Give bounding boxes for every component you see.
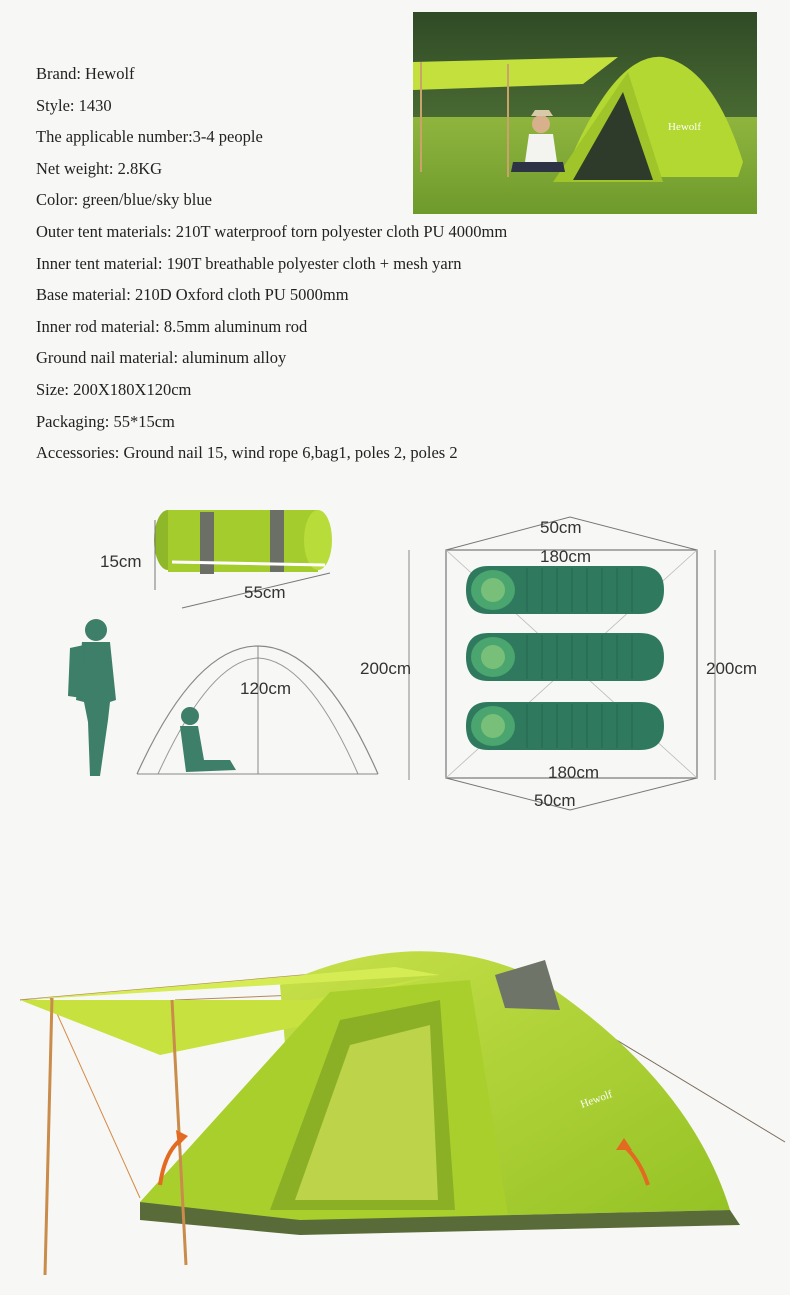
dimension-diagram xyxy=(0,470,790,870)
sleeping-bag-icon xyxy=(466,566,664,614)
tent-photo xyxy=(413,12,757,214)
spec-item: Packaging: 55*15cm xyxy=(36,411,175,431)
top-width-label: 180cm xyxy=(540,547,592,566)
tent-brand-logo: Hewolf xyxy=(578,1088,615,1111)
bag-height-label: 15cm xyxy=(100,552,142,571)
right-length-label: 200cm xyxy=(706,659,758,678)
spec-item: Brand: Hewolf xyxy=(36,64,135,83)
bottom-width-label: 180cm xyxy=(548,763,600,782)
left-length-label: 200cm xyxy=(360,659,412,678)
bag-length-label: 55cm xyxy=(244,583,286,602)
spec-item: Color: green/blue/sky blue xyxy=(36,190,212,210)
sitting-person-icon xyxy=(180,707,236,772)
top-vestibule-label: 50cm xyxy=(540,518,582,537)
standing-person-icon xyxy=(68,619,116,776)
spec-item: Net weight: 2.8KG xyxy=(36,158,163,178)
spec-item: Base material: 210D Oxford cloth PU 5000mm xyxy=(36,285,349,305)
photo-brand-logo: Hewolf xyxy=(668,121,701,133)
bottom-vestibule-label: 50cm xyxy=(534,791,576,810)
tent-hero-image xyxy=(0,880,790,1295)
tent-height-label: 120cm xyxy=(240,679,292,698)
spec-item: Style: 1430 xyxy=(36,95,112,115)
spec-item: Outer tent materials: 210T waterproof torn polyester cloth PU 4000mm xyxy=(36,221,508,241)
spec-item: The applicable number:3-4 people xyxy=(36,127,263,147)
carry-bag xyxy=(154,510,332,574)
spec-item: Inner tent material: 190T breathable polyester cloth + mesh yarn xyxy=(36,253,462,273)
sleeping-bag-icon xyxy=(466,702,664,750)
spec-item: Inner rod material: 8.5mm aluminum rod xyxy=(36,316,308,336)
spec-item: Accessories: Ground nail 15, wind rope 6,bag1, poles 2, poles 2 xyxy=(36,443,458,463)
spec-item: Size: 200X180X120cm xyxy=(36,379,192,399)
sleeping-bag-icon xyxy=(466,633,664,681)
spec-item: Ground nail material: aluminum alloy xyxy=(36,348,287,368)
